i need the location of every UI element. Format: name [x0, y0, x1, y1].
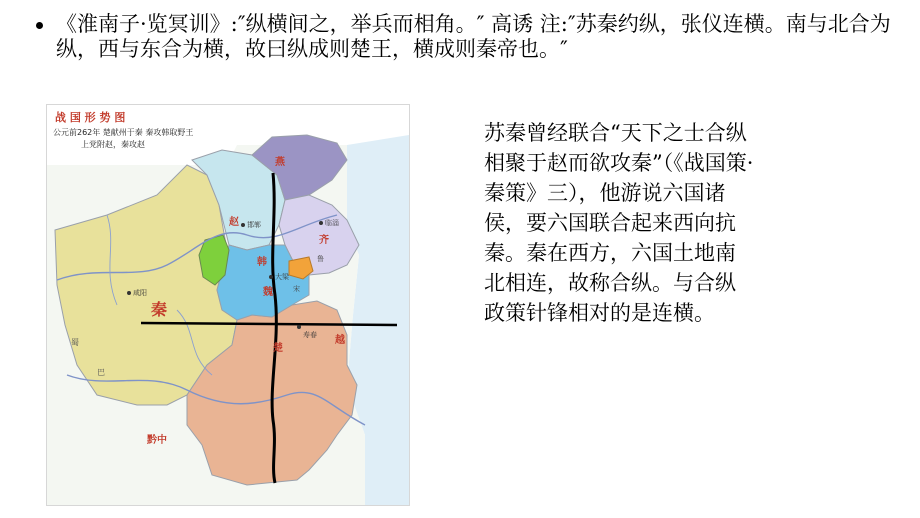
- label-lu: 鲁: [317, 255, 324, 263]
- city-linzi: 临淄: [325, 219, 339, 227]
- label-qi: 齐: [319, 235, 329, 246]
- map-note-line2: 上党附赵，秦攻赵: [81, 140, 145, 149]
- label-chu: 楚: [273, 343, 283, 354]
- quote-text: 《淮南子·览冥训》:″纵横间之，举兵而相角。″ 高诱 注:″苏秦约纵，张仪连横。南与北合为纵，西与东合为横，故曰纵成则楚王，横成则秦帝也。″: [56, 12, 891, 61]
- city-dot-handan: [241, 223, 245, 227]
- label-qianzhong: 黔中: [147, 435, 167, 446]
- label-yue: 越: [335, 335, 345, 346]
- label-zhao: 赵: [229, 217, 239, 228]
- city-handan: 邯郸: [247, 221, 261, 229]
- label-ba: 巴: [97, 368, 105, 377]
- label-song: 宋: [293, 285, 300, 293]
- warring-states-map: [46, 104, 410, 506]
- city-dot-shouchun: [297, 325, 301, 329]
- label-yan: 燕: [275, 157, 285, 168]
- map-title: 战 国 形 势 图: [55, 111, 126, 124]
- city-xianyang: 咸阳: [133, 289, 147, 297]
- label-han: 韩: [257, 257, 267, 268]
- bullet-dot-icon: [36, 22, 43, 29]
- label-shu: 蜀: [71, 338, 79, 347]
- city-dot-daliang: [269, 275, 273, 279]
- map-svg: [47, 105, 409, 505]
- city-dot-linzi: [319, 221, 323, 225]
- city-dot-xianyang: [127, 291, 131, 295]
- city-daliang: 大梁: [275, 273, 289, 281]
- label-wei: 魏: [263, 287, 273, 298]
- city-shouchun: 寿春: [303, 331, 317, 339]
- side-paragraph: 苏秦曾经联合“天下之士合纵相聚于赵而欲攻秦”（《战国策·秦策》三），他游说六国诸侯，要六国联合起来西向抗秦。秦在西方，六国土地南北相连，故称合纵。与合纵政策针锋相对的是连横。: [484, 121, 754, 325]
- map-note-line1: 公元前262年 楚献州于秦 秦攻韩取野王: [53, 128, 194, 137]
- label-qin: 秦: [151, 300, 168, 319]
